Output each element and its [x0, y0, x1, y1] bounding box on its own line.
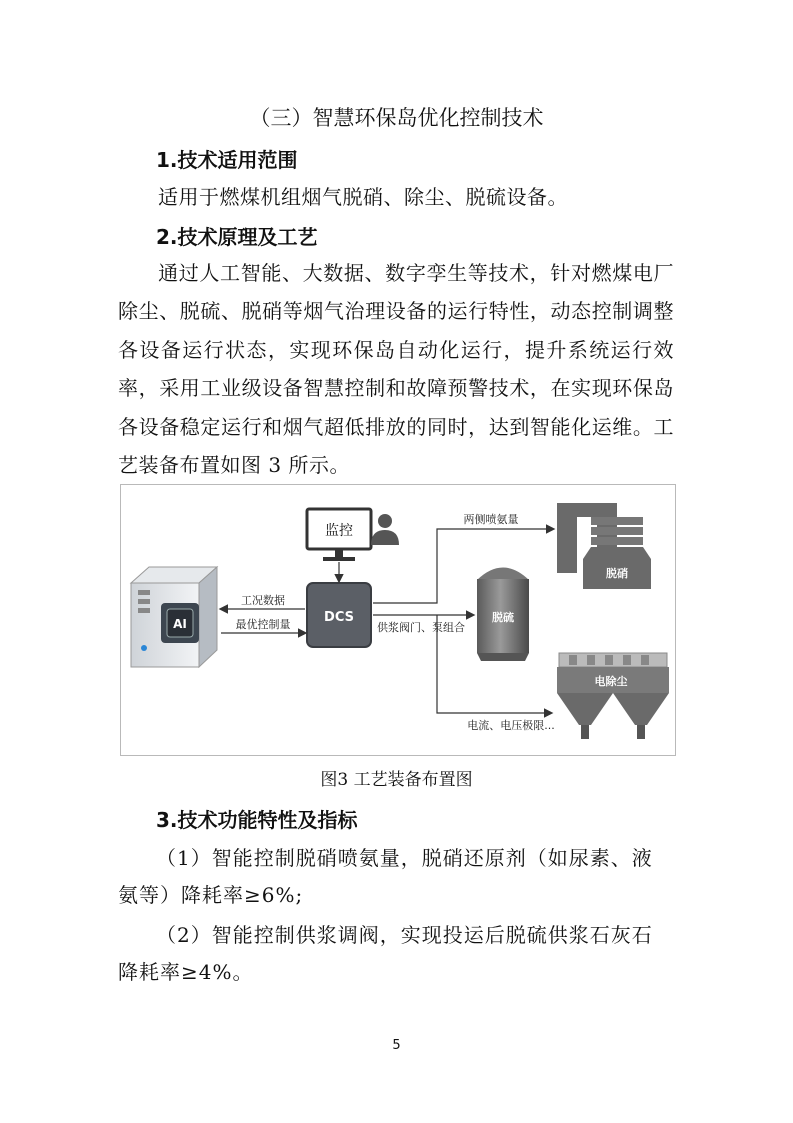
optimal-control-label: 最优控制量	[235, 618, 291, 631]
item2-line1: （2）智能控制供浆调阀，实现投运后脱硫供浆石灰石	[156, 923, 653, 947]
monitor-icon	[307, 509, 399, 561]
desulfurization-tank-icon	[477, 568, 529, 662]
paragraph-scope	[118, 178, 674, 216]
current-voltage-label: 电流、电压极限...	[467, 719, 555, 732]
item2-line2: 降耗率≥4%。	[118, 960, 254, 984]
paragraph-principle-text: 通过人工智能、大数据、数字孪生等技术，针对燃煤电厂除尘、脱硫、脱硝等烟气治理设备的运行特性，动态控制调整各设备运行状态，实现环保岛自动化运行，提升系统运行效率，采用工业级设备智慧控制和故障预警技术，在实现环保岛各设备稳定运行和烟气超低排放的同时，达到智能化运维。工艺装备布置如图 3 所示。	[118, 261, 674, 478]
denitration-unit-icon	[557, 503, 651, 589]
item1-line1: （1）智能控制脱硝喷氨量，脱硝还原剂（如尿素、液	[156, 846, 653, 870]
desulfurization-label: 脱硫	[492, 611, 514, 624]
electrostatic-precipitator-icon	[557, 653, 669, 739]
heading-principle: 2.技术原理及工艺	[156, 225, 318, 249]
heading-scope: 1.技术适用范围	[156, 148, 298, 172]
ai-label: AI	[173, 617, 187, 631]
paragraph-scope-text: 适用于燃煤机组烟气脱硝、除尘、脱硫设备。	[158, 185, 568, 209]
dcs-controller	[307, 583, 371, 647]
dust-label: 电除尘	[594, 675, 628, 688]
monitor-label: 监控	[325, 523, 353, 539]
page-number: 5	[392, 1038, 401, 1053]
ammonia-label: 两侧喷氨量	[463, 513, 519, 526]
process-figure	[120, 484, 676, 756]
item1-line2: 氨等）降耗率≥6%;	[118, 883, 304, 907]
slurry-label: 供浆阀门、泵组合	[377, 621, 465, 634]
paragraph-principle	[118, 254, 674, 484]
ai-server-icon	[131, 567, 217, 667]
process-diagram	[121, 485, 675, 755]
heading-features: 3.技术功能特性及指标	[156, 808, 358, 832]
section-title: （三）智慧环保岛优化控制技术	[249, 106, 544, 130]
work-data-label: 工况数据	[241, 594, 285, 607]
figure-caption: 图3 工艺装备布置图	[320, 770, 473, 790]
dcs-label: DCS	[324, 610, 354, 625]
denitration-label: 脱硝	[606, 567, 628, 580]
